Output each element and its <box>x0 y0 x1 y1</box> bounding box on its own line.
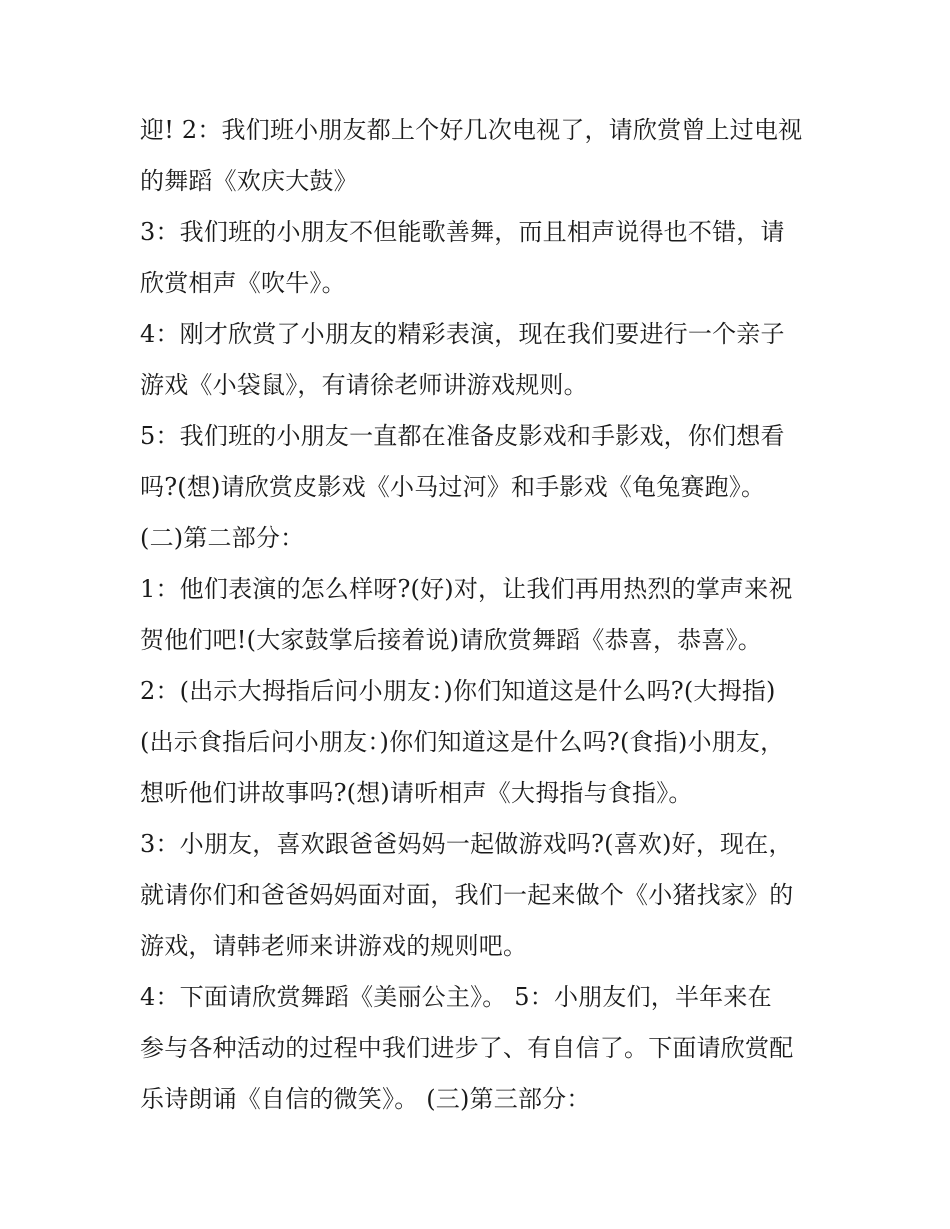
section-heading: (二)第二部分： <box>140 524 305 552</box>
text-line: 游戏《小袋鼠》，有请徐老师讲游戏规则。 <box>140 371 588 399</box>
text-line: 4：刚才欣赏了小朋友的精彩表演，现在我们要进行一个亲子 <box>140 320 785 348</box>
text-line: 5：我们班的小朋友一直都在准备皮影戏和手影戏，你们想看 <box>140 422 785 450</box>
text-line: 乐诗朗诵《自信的微笑》。 (三)第三部分： <box>140 1085 591 1113</box>
text-line: 就请你们和爸爸妈妈面对面，我们一起来做个《小猪找家》的 <box>140 881 794 909</box>
text-line: 3：小朋友，喜欢跟爸爸妈妈一起做游戏吗?(喜欢)好，现在， <box>140 830 793 858</box>
text-line: 贺他们吧!(大家鼓掌后接着说)请欣赏舞蹈《恭喜，恭喜》。 <box>140 626 762 654</box>
text-line: (出示食指后问小朋友：)你们知道这是什么吗?(食指)小朋友， <box>140 728 785 756</box>
text-line: 参与各种活动的过程中我们进步了、有自信了。下面请欣赏配 <box>140 1034 794 1062</box>
text-line: 游戏，请韩老师来讲游戏的规则吧。 <box>140 932 528 960</box>
text-line: 2：(出示大拇指后问小朋友：)你们知道这是什么吗?(大拇指) <box>140 677 776 705</box>
text-line: 欣赏相声《吹牛》。 <box>140 269 346 297</box>
text-line: 4：下面请欣赏舞蹈《美丽公主》。 5：小朋友们，半年来在 <box>140 983 772 1011</box>
text-line: 迎! 2：我们班小朋友都上个好几次电视了，请欣赏曾上过电视 <box>140 116 803 144</box>
text-line: 想听他们讲故事吗?(想)请听相声《大拇指与食指》。 <box>140 779 693 807</box>
text-line: 3：我们班的小朋友不但能歌善舞，而且相声说得也不错，请 <box>140 218 785 246</box>
document-body <box>140 105 830 1125</box>
text-line: 吗?(想)请欣赏皮影戏《小马过河》和手影戏《龟兔赛跑》。 <box>140 473 766 501</box>
text-line: 的舞蹈《欢庆大鼓》 <box>140 167 358 195</box>
text-line: 1：他们表演的怎么样呀?(好)对，让我们再用热烈的掌声来祝 <box>140 575 793 603</box>
